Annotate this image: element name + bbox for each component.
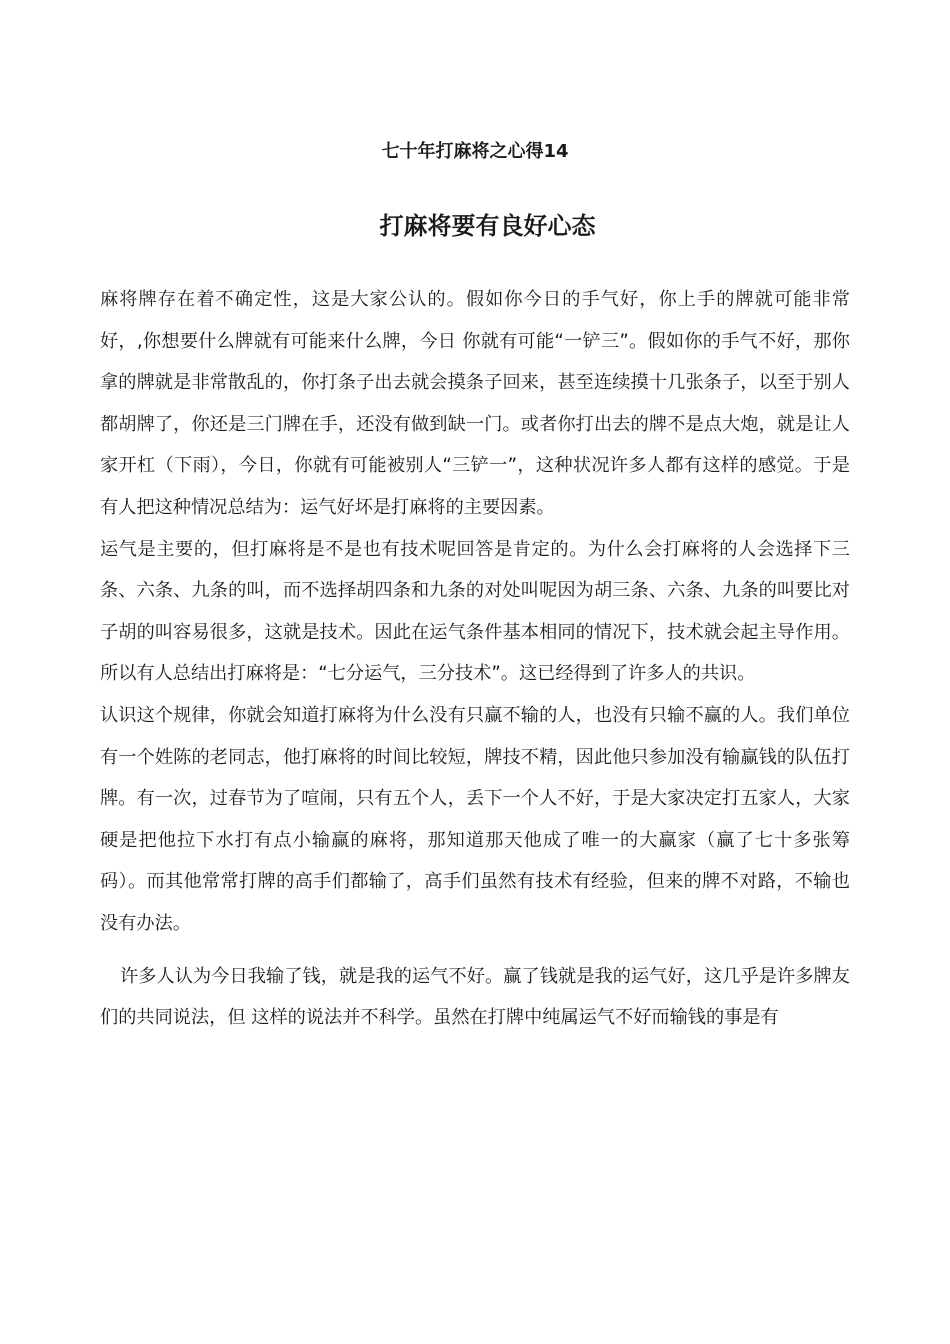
- series-title: 七十年打麻将之心得14: [381, 141, 569, 162]
- article-body: [100, 279, 850, 1039]
- paragraph-3: 认识这个规律，你就会知道打麻将为什么没有只赢不输的人，也没有只输不赢的人。我们单位有一个姓陈的老同志，他打麻将的时间比较短，牌技不精，因此他只参加没有输赢钱的队伍打牌。有一次，过春节为了喧闹，只有五个人，丢下一个人不好，于是大家决定打五家人，大家硬是把他拉下水打有点小输赢的麻将，那知道那天他成了唯一的大赢家（赢了七十多张筹码）。而其他常常打牌的高手们都输了，高手们虽然有技术有经验，但来的牌不对路，不输也没有办法。: [100, 704, 850, 934]
- paragraph-4: 许多人认为今日我输了钱，就是我的运气不好。赢了钱就是我的运气好，这几乎是许多牌友们的共同说法，但 这样的说法并不科学。虽然在打牌中纯属运气不好而输钱的事是有: [100, 965, 850, 1029]
- paragraph-2: 运气是主要的，但打麻将是不是也有技术呢回答是肯定的。为什么会打麻将的人会选择下三条、六条、九条的叫，而不选择胡四条和九条的对处叫呢因为胡三条、六条、九条的叫要比对子胡的叫容易很多，这就是技术。因此在运气条件基本相同的情况下，技术就会起主导作用。所以有人总结出打麻将是：“七分运气，三分技术”。这已经得到了许多人的共识。: [100, 538, 850, 685]
- article-title: 打麻将要有良好心态: [379, 212, 596, 240]
- paragraph-1: 麻将牌存在着不确定性，这是大家公认的。假如你今日的手气好，你上手的牌就可能非常好，,你想要什么牌就有可能来什么牌，今日 你就有可能“一铲三”。假如你的手气不好，那你拿的牌就是非常散乱的，你打条子出去就会摸条子回来，甚至连续摸十几张条子，以至于别人都胡牌了，你还是三门牌在手，还没有做到缺一门。或者你打出去的牌不是点大炮，就是让人家开杠（下雨），今日，你就有可能被别人“三铲一”，这种状况许多人都有这样的感觉。于是有人把这种情况总结为：运气好坏是打麻将的主要因素。: [100, 289, 850, 518]
